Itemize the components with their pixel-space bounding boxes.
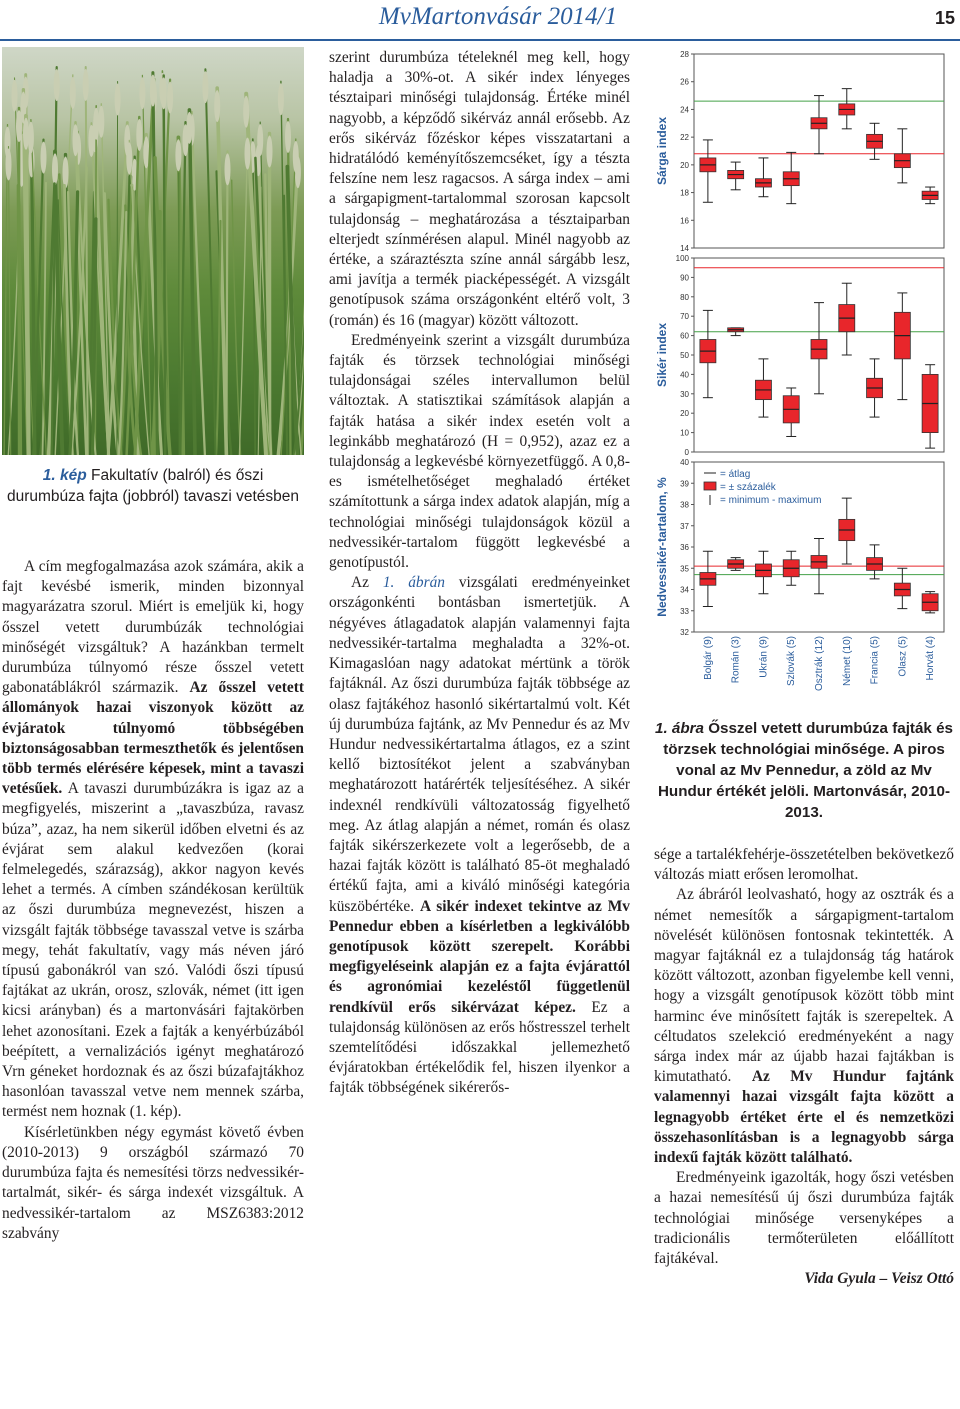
y-tick-label: 100	[675, 254, 689, 263]
author-signature: Vida Gyula – Veisz Ottó	[804, 1270, 954, 1288]
y-tick-label: 35	[680, 564, 689, 574]
x-category-label: Román (3)	[730, 636, 742, 684]
legend-mean: = átlag	[720, 469, 751, 480]
wheat-ear	[126, 142, 132, 174]
wheat-stalk	[26, 116, 29, 455]
col2-paragraph-3	[329, 573, 630, 1098]
y-tick-label: 18	[680, 188, 689, 198]
y-tick-label: 39	[680, 479, 689, 489]
y-tick-label: 80	[680, 292, 689, 302]
legend-minmax: = minimum - maximum	[720, 495, 822, 506]
y-tick-label: 20	[680, 409, 689, 419]
figure-caption	[654, 718, 954, 823]
wheat-field-photo	[2, 47, 304, 455]
header-rule	[0, 39, 960, 41]
wheat-ear	[52, 153, 58, 185]
wheat-ear	[183, 124, 189, 156]
col1-p1-rest: A tavaszi durumbúzákra is igaz az a megfigyelés, miszerint a „tavaszbúza, ravasz búza”, azaz, ha nem sikerül időben elvetni és az évjárat sem alakul kedvezően (korai felmelegedés, szárazság), akkor nagyon kevés lehet a termés. A címben szándékosan kerültük az őszi durumbúza megnevezést, hiszen a vizsgált fajták többsége tavasszal vetve is szárba megy, tehát fakultatív, vagy más néven járó típusú gabonákról van szó. Valódi őszi típusú fajtákat az ukrán, orosz, szlovák, német (itt igen kicsi arányban) és a martonvásári fajtakörben lehet azonosítani. Ezek a fajták a kenyérbúzából beépített, a vernalizációs igényt meghatározó Vrn géneket hordoznak és az őszi búzafajtákhoz hasonlóan tavasszal vetve nem mennek szárba, termést nem hoznak (1. kép).	[2, 780, 304, 1121]
y-tick-label: 22	[680, 133, 689, 143]
wheat-ear	[243, 96, 249, 128]
wheat-ear	[93, 108, 99, 140]
y-tick-label: 38	[680, 500, 689, 510]
col2-paragraph-2: Eredményeink szerint a vizsgált durumbúza fajták és törzsek technológiai minőségi tulajdonságai széles intervallumon belül változtak. A statisztikai számítások alapján a fajták hatása a sikér index esetén volt a leginkább meghatározó (H = 0,952), azaz ez a tulajdonság a legkevésbé környezetfüggő. A 0,8-es ismételhetőséget meghaladó értéket számítottunk a sárga index adatok alapján, míg a technológiai minőségi tulajdonságok közül a nedvessikér-tartalom függött legkevésbé a genotípustól.	[329, 331, 630, 572]
photo-caption-text: Fakultatív (balról) és őszi durumbúza fajta (jobbról) tavaszi vetésben	[6, 467, 300, 505]
y-tick-label: 40	[680, 370, 689, 380]
col3-p2-bold: Az Mv Hundur fajtánk valamennyi hazai vizsgált fajta között a legnagyobb értéket érte el és nemzetközi összehasonlításban is a legnagyobb sárga indexű fajták között található.	[654, 1068, 954, 1167]
y-tick-label: 20	[680, 160, 689, 170]
panel-ylabel: Nedvessikér-tartalom, %	[655, 477, 669, 617]
figure-caption-label: 1. ábra	[655, 720, 704, 737]
x-category-label: Olasz (5)	[897, 636, 909, 677]
photo-caption-label: 1. kép	[42, 467, 87, 484]
legend-se: = ± százalék	[720, 482, 776, 493]
col2-paragraph-1: szerint durumbúza tételeknél meg kell, hogy haladja a 30%-ot. A sikér index lényeges tésztaipari minőségi tulajdonság. Értéke minél nagyobb, a képződő sikérváz annál erősebb. Az erős sikérváz főzéskor képes visszatartani a hidratálódó keményítőszemcséket, így a tészta felszíne nem lesz ragacsos. A sárga index – ami a sárgapigment-tartalommal szorosan kapcsolt tulajdonság – meghatározása a tésztaiparban elterjedt színmérésen alapul. Minél nagyobb az értéke, a száraztészta színe annál sárgább lesz, ami javítja a termék piacképességét. A vizsgált genotípusok száma országonként eltérő volt, 3 (román) és 16 (magyar) között változott.	[329, 49, 630, 329]
wheat-ear	[54, 69, 60, 101]
wheat-ear	[6, 149, 12, 181]
wheat-stalk	[216, 221, 220, 455]
wheat-ear	[16, 110, 22, 142]
wheat-ear	[12, 80, 18, 112]
col3-paragraph-2	[654, 885, 954, 1168]
wheat-ear	[214, 90, 220, 122]
col2-p3-rest: Ez a tulajdonság különösen az erős hőstresszel terhelt szemtelítődési időszakkal jellemezhető évjáratokban értékelődik fel, hiszen ilyenkor a fajták többségének sikérerős-	[329, 998, 630, 1097]
y-tick-label: 37	[680, 521, 689, 531]
wheat-stalk	[164, 75, 166, 455]
wheat-stalk	[226, 151, 227, 455]
wheat-stalk	[239, 136, 247, 455]
wheat-ear	[285, 121, 291, 153]
wheat-ear	[98, 106, 104, 138]
wheat-ear	[267, 136, 273, 168]
wheat-stalk	[9, 147, 11, 456]
x-category-label: Osztrák (12)	[814, 636, 825, 692]
wheat-ear	[202, 71, 208, 103]
x-category-label: Német (10)	[841, 636, 853, 687]
col3-paragraph-1: sége a tartalékfehérje-összetételben bekövetkező változás miatt erősen leromolhat.	[654, 846, 954, 884]
wheat-ear	[41, 142, 47, 174]
col1-p1-text: A cím megfogalmazása azok számára, akik a fajt kevésbé ismerik, minden bizonnyal magyarázatra szorul. Miért is emeljük ki, hogy ősszel vetett durumbúzák technológiai minőségét vizsgáltuk? A hazánkban termelt durumbúza túlnyomó része ősszel vetett gabonatáblákról származik.	[2, 558, 304, 697]
wheat-ear	[73, 124, 79, 156]
y-tick-label: 40	[680, 458, 689, 467]
wheat-ear	[150, 75, 156, 107]
panel-ylabel: Sárga index	[655, 116, 669, 186]
column-3	[654, 845, 954, 1289]
wheat-ear	[293, 141, 299, 173]
figure-caption-text: Ősszel vetett durumbúza fajták és törzsek technológiai minősége. A piros vonal az Mv Pennedur, a zöld az Mv Hundur értékét jelöli. Martonvásár, 2010-2013.	[657, 720, 953, 821]
figure-reference: 1. ábrán	[382, 574, 445, 592]
wheat-ear	[83, 69, 89, 101]
col3-paragraph-3: Eredményeink igazolták, hogy őszi vetésben a hazai nemesítésű új őszi durumbúza fajták technológiai minősége versenyképes a tradicionális termőterületen előállított fajtákéval.	[654, 1169, 954, 1268]
wheat-stalk	[95, 118, 109, 455]
wheat-ear	[257, 124, 263, 156]
wheat-field-illustration	[2, 47, 304, 455]
wheat-stalk	[205, 69, 215, 455]
y-tick-label: 70	[680, 312, 689, 322]
col1-p1-bold: Az ősszel vetett állományok hazai viszonyok között az évjáratok túlnyomó többségében biztonságosabban termeszthetők és jelentősen több termés elérésére képesek, mint a tavaszi vetésűek.	[2, 679, 304, 798]
col1-paragraph-1	[2, 557, 304, 1123]
y-tick-label: 32	[680, 628, 689, 637]
wheat-ear	[245, 138, 251, 170]
y-tick-label: 14	[680, 244, 689, 253]
y-tick-label: 24	[680, 105, 689, 115]
wheat-stalk	[232, 180, 241, 455]
wheat-ear	[225, 153, 231, 185]
y-tick-label: 28	[680, 50, 689, 59]
y-tick-label: 26	[680, 77, 689, 87]
wheat-ear	[63, 157, 69, 189]
wheat-ear	[167, 82, 173, 114]
wheat-ear	[115, 84, 121, 116]
column-1	[2, 557, 304, 1244]
page-number: 15	[934, 8, 955, 28]
boxplot-svg	[652, 44, 954, 708]
y-tick-label: 36	[680, 543, 689, 552]
y-tick-label: 33	[680, 606, 689, 616]
column-2	[329, 48, 630, 1099]
wheat-ear	[136, 119, 142, 151]
panel-ylabel: Sikér index	[655, 322, 669, 388]
legend-se-swatch	[704, 482, 716, 490]
wheat-ear	[70, 77, 76, 109]
col2-p3-bold: A sikér indexet tekintve az Mv Pennedur ebben a kísérletben a legkiválóbb genotípusok között szerepelt. Korábbi megfigyeléseink alapján ez a fajta évjárattól és agronómiai kezeléstől függetlenül rendkívül erős sikérvázat képez.	[329, 897, 630, 1016]
figure-1-boxplots	[652, 44, 954, 708]
wheat-stalk	[86, 67, 88, 455]
photo-caption	[2, 465, 304, 507]
x-category-label: Szlovák (5)	[786, 636, 798, 687]
y-tick-label: 16	[680, 216, 689, 226]
x-category-label: Ukrán (9)	[758, 636, 770, 678]
y-tick-label: 10	[680, 428, 689, 438]
col3-p2-text: Az ábráról leolvasható, hogy az osztrák és a német nemesítők a sárgapigment-tartalom növelését különösen fontosnak tekintették. A magyar fajtáknál ez a tulajdonság tág határok között változott, azonban figyelembe kell venni, hogy a vizsgált genotípusok között több mint harminc éve minősített fajták is szerepeltek. A céltudatos szelekció eredményeként a nagy sárga index már az újabb hazai fajtákban is kimutatható.	[654, 886, 954, 1086]
wheat-ear	[278, 83, 284, 115]
journal-title: MvMartonvásár 2014/1	[378, 3, 618, 30]
col2-p3-a: Az	[351, 574, 369, 592]
wheat-stalk	[301, 140, 304, 455]
y-tick-label: 90	[680, 273, 689, 283]
y-tick-label: 60	[680, 331, 689, 341]
y-tick-label: 34	[680, 585, 689, 595]
y-tick-label: 50	[680, 351, 689, 360]
y-tick-label: 0	[684, 448, 689, 457]
x-category-label: Horvát (4)	[925, 636, 937, 681]
wheat-ear	[28, 122, 34, 154]
wheat-ear	[175, 139, 181, 171]
col1-paragraph-2: Kísérletünkben négy egymást követő évben (2010-2013) 9 országból származó 70 durumbúza fajta és nemesítési törzs nedvessikér-tartalmát, sikér- és sárga indexét vizsgáltuk. A nedvessikér-tartalom az MSZ6383:2012 szabvány	[2, 1123, 304, 1242]
y-tick-label: 30	[680, 389, 689, 399]
wheat-ear	[139, 77, 145, 109]
x-category-label: Bolgár (9)	[702, 636, 714, 680]
x-category-label: Francia (5)	[869, 636, 881, 685]
col2-p3-b: vizsgálati eredményeinket országonkénti bontásban ismertetjük. A négyéves átlagadatok alapján valamennyi fajta nedvessikér-tartalma meghaladta a 32%-ot. Kimagaslóan nagy adatokat mértünk a török fajtáknál. Az őszi durumbúza fajták többsége az olasz fajtákéhoz hasonló sikértartalmú volt. Két új durumbúza fajtánk, az Mv Pennedur és az Mv Hundur nedvessikértartalma átlagos, ez a szint kellő biztosítékot jelent a szabványban meghatározott határérték teljesítéséhez. A sikér indexnél rendkívüli változatosság figyelhető meg. Az átlag alapján a német, román és olasz fajták sikérszerkezete volt a legerősebb, de a hazai fajták között is található 85-öt meghaladó értékű fajta, ami a kiváló minőségi kategória küszöbértéke.	[329, 574, 630, 915]
wheat-ear	[161, 77, 167, 109]
